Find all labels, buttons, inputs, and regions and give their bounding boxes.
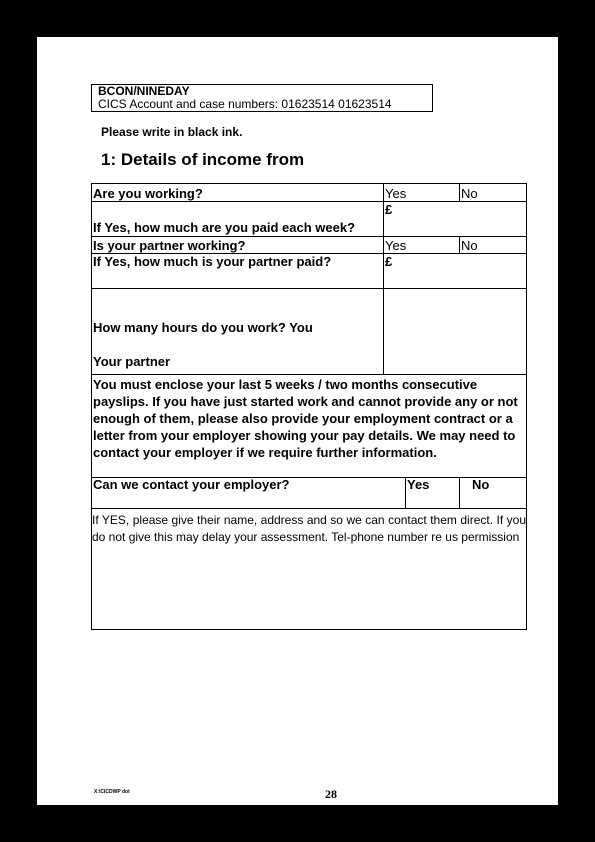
pay-question: If Yes, how much are you paid each week? (93, 220, 356, 235)
pay-row (92, 202, 526, 237)
partner-pay-currency-symbol: £ (385, 254, 393, 269)
working-yes-cell[interactable] (383, 184, 459, 201)
payslips-row (92, 375, 526, 478)
partner-pay-question: If Yes, how much is your partner paid? (93, 254, 332, 269)
reference-code: BCON/NINEDAY (98, 84, 190, 98)
contact-no-label: No (472, 477, 490, 492)
partner-working-yes-label: Yes (385, 238, 407, 253)
partner-pay-amount-field[interactable] (383, 254, 526, 288)
contact-employer-row (92, 478, 526, 509)
hours-answer-field[interactable] (383, 289, 526, 374)
working-no-cell[interactable] (459, 184, 526, 201)
income-form-table (91, 183, 527, 630)
page-number: 28 (325, 787, 337, 801)
partner-working-question: Is your partner working? (93, 238, 246, 253)
hours-question: How many hours do you work? You (93, 320, 313, 335)
section-title: 1: Details of income from (101, 150, 305, 169)
ink-instruction: Please write in black ink. (101, 125, 243, 139)
contact-no-cell[interactable] (459, 478, 526, 508)
reference-box (91, 84, 433, 112)
contact-employer-question: Can we contact your employer? (93, 477, 290, 492)
working-no-label: No (461, 186, 478, 201)
partner-working-no-cell[interactable] (459, 237, 526, 253)
employer-details-row[interactable] (92, 509, 526, 629)
working-yes-label: Yes (385, 186, 407, 201)
employer-details-note: If YES, please give their name, address and so we can contact them direct. If you do not give this may delay your assessment. Tel-phone number re us permission (92, 513, 526, 544)
partner-working-no-label: No (461, 238, 478, 253)
file-reference: X:\CICDWP dot (94, 789, 130, 795)
contact-yes-cell[interactable] (405, 478, 459, 508)
working-row (92, 184, 526, 202)
document-page (37, 37, 558, 805)
working-question: Are you working? (93, 186, 203, 201)
contact-yes-label: Yes (407, 477, 430, 492)
pay-currency-symbol: £ (385, 202, 393, 217)
account-numbers: CICS Account and case numbers: 01623514 01623514 (98, 97, 392, 111)
payslips-note: You must enclose your last 5 weeks / two months consecutive payslips. If you have just started work and cannot provide any or not enough of them, please also provide your employment contract or a letter from your employer showing your pay details. We may need to contact your employer if we require further information. (93, 377, 518, 460)
partner-pay-row (92, 254, 526, 289)
pay-amount-field[interactable] (383, 202, 526, 236)
hours-row (92, 289, 526, 375)
partner-working-yes-cell[interactable] (383, 237, 459, 253)
partner-working-row (92, 237, 526, 254)
partner-hours-label: Your partner (93, 354, 171, 369)
